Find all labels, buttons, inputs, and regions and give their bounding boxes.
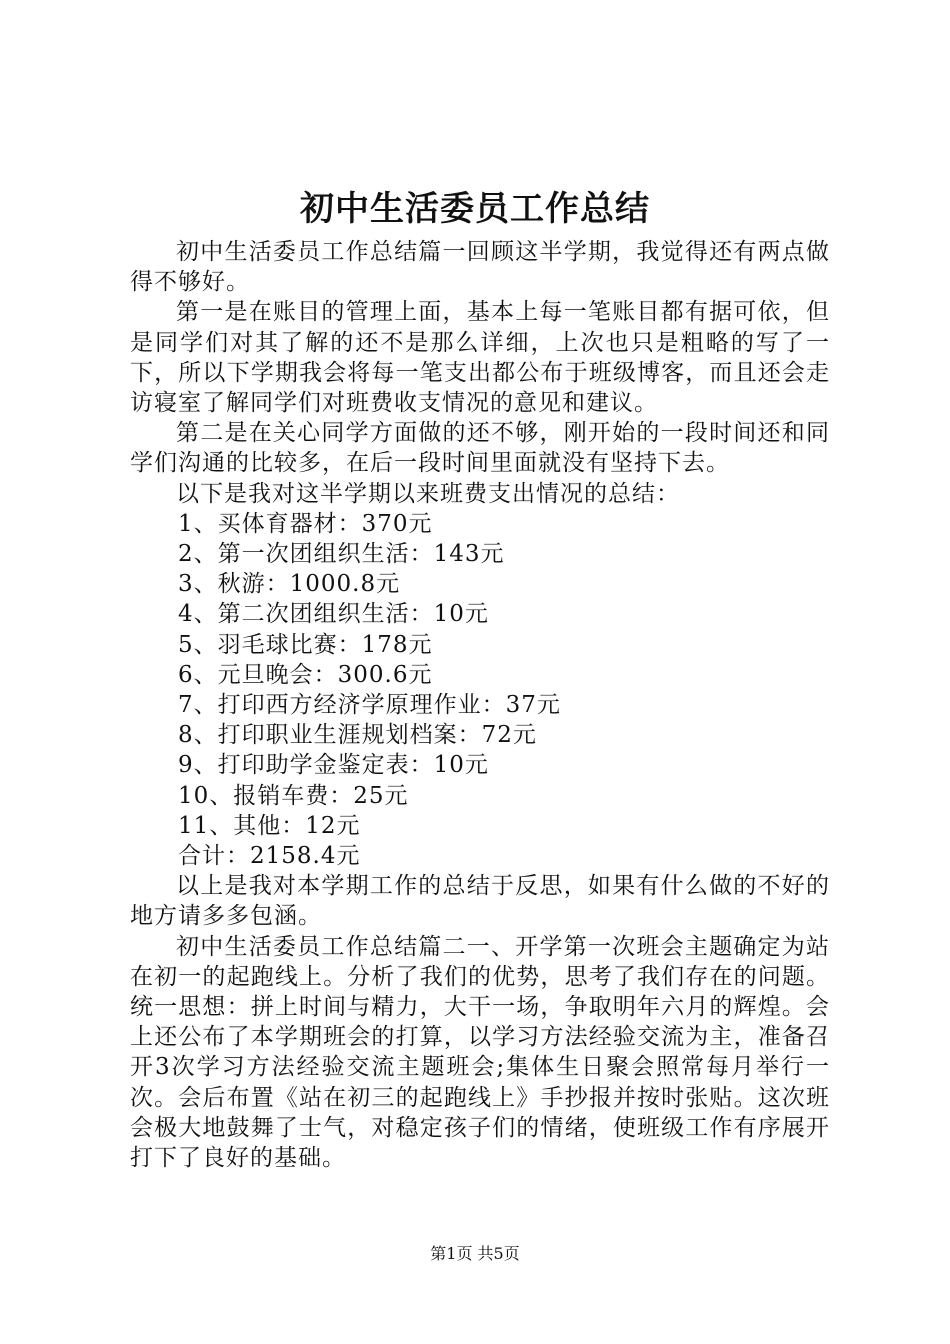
expense-item: 8、打印职业生涯规划档案：72元 (178, 722, 537, 749)
expense-item: 7、打印西方经济学原理作业：37元 (178, 692, 561, 719)
paragraph: 第一是在账目的管理上面，基本上每一笔账目都有据可依，但是同学们对其了解的还不是那么详细，上次也只是粗略的写了一下，所以下学期我会将每一笔支出都公布于班级博客，而且还会走访寝室了解同学们对班费收支情况的意见和建议。 (130, 299, 830, 417)
paragraph: 以上是我对本学期工作的总结于反思，如果有什么做的不好的地方请多多包涵。 (130, 873, 830, 930)
expense-item: 6、元旦晚会：300.6元 (178, 661, 433, 688)
expense-total: 合计：2158.4元 (178, 843, 361, 870)
paragraph: 第二是在关心同学方面做的还不够，刚开始的一段时间还和同学们沟通的比较多，在后一段时间里面就没有坚持下去。 (130, 420, 830, 477)
paragraph: 以下是我对这半学期以来班费支出情况的总结： (176, 480, 680, 507)
expense-item: 4、第二次团组织生活：10元 (178, 601, 489, 628)
paragraph: 初中生活委员工作总结篇一回顾这半学期，我觉得还有两点做得不够好。 (130, 239, 830, 296)
expense-item: 10、报销车费：25元 (178, 782, 409, 809)
paragraph: 初中生活委员工作总结篇二一、开学第一次班会主题确定为站在初一的起跑线上。分析了我们的优势，思考了我们存在的问题。统一思想：拼上时间与精力，大干一场，争取明年六月的辉煌。会上还公布了本学期班会的打算，以学习方法经验交流为主，准备召开3次学习方法经验交流主题班会;集体生日聚会照常每月举行一次。会后布置《站在初三的起跑线上》手抄报并按时张贴。这次班会极大地鼓舞了士气，对稳定孩子们的情绪，使班级工作有序展开打下了良好的基础。 (130, 933, 830, 1172)
document-title: 初中生活委员工作总结 (300, 189, 650, 229)
expense-item: 2、第一次团组织生活：143元 (178, 541, 505, 568)
expense-item: 11、其他：12元 (178, 812, 361, 839)
expense-item: 5、羽毛球比赛：178元 (178, 631, 433, 658)
expense-item: 1、买体育器材：370元 (178, 510, 433, 537)
expense-item: 3、秋游：1000.8元 (178, 571, 401, 598)
document-body (130, 237, 830, 1173)
expense-item: 9、打印助学金鉴定表：10元 (178, 752, 489, 779)
page-number: 第1页 共5页 (430, 1244, 520, 1263)
